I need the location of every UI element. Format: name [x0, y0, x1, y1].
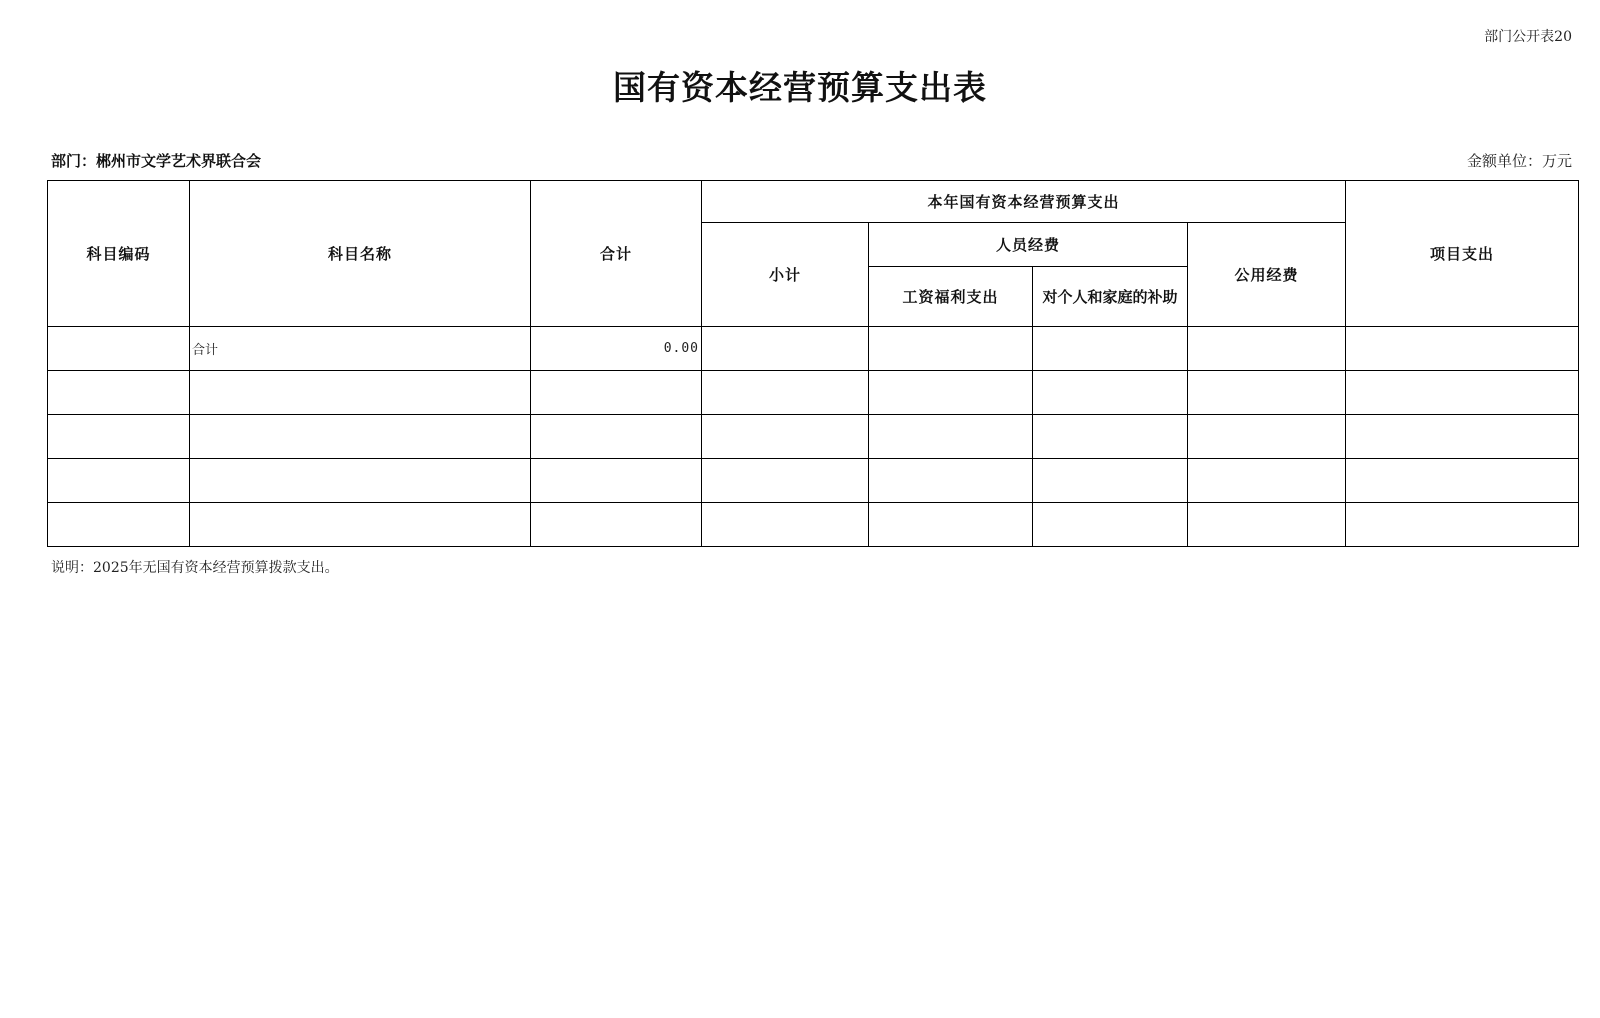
footnote: 说明：2025年无国有资本经营预算拨款支出。: [51, 560, 339, 576]
header-personnel-group: 人员经费: [869, 223, 1188, 267]
page-title: 国有资本经营预算支出表: [613, 68, 987, 107]
cell-project-expense: [1346, 371, 1579, 415]
cell-total: [531, 415, 702, 459]
cell-salary-welfare: [869, 503, 1033, 547]
cell-individual-family-subsidy: [1033, 327, 1188, 371]
cell-salary-welfare: [869, 371, 1033, 415]
header-row-1: [48, 181, 1579, 223]
header-project-expense: 项目支出: [1346, 181, 1579, 327]
cell-total: [531, 371, 702, 415]
table-row: [48, 327, 1579, 371]
cell-name: [190, 459, 531, 503]
cell-code: [48, 503, 190, 547]
cell-public-funds: [1188, 415, 1346, 459]
header-name: 科目名称: [190, 181, 531, 327]
table-row: [48, 503, 1579, 547]
table-row: [48, 415, 1579, 459]
cell-total: [531, 503, 702, 547]
cell-subtotal: [702, 415, 869, 459]
cell-total: 0.00: [531, 327, 702, 371]
cell-project-expense: [1346, 415, 1579, 459]
cell-public-funds: [1188, 371, 1346, 415]
cell-public-funds: [1188, 503, 1346, 547]
cell-salary-welfare: [869, 415, 1033, 459]
cell-subtotal: [702, 371, 869, 415]
header-individual-family-subsidy: 对个人和家庭的补助: [1033, 267, 1188, 327]
cell-subtotal: [702, 459, 869, 503]
cell-code: [48, 371, 190, 415]
header-salary-welfare: 工资福利支出: [869, 267, 1033, 327]
table-row: [48, 459, 1579, 503]
header-code: 科目编码: [48, 181, 190, 327]
budget-table: [47, 180, 1579, 547]
header-total: 合计: [531, 181, 702, 327]
cell-code: [48, 415, 190, 459]
cell-name: [190, 503, 531, 547]
cell-project-expense: [1346, 327, 1579, 371]
cell-individual-family-subsidy: [1033, 459, 1188, 503]
cell-code: [48, 459, 190, 503]
department-label: 部门：郴州市文学艺术界联合会: [51, 152, 262, 170]
cell-salary-welfare: [869, 459, 1033, 503]
cell-subtotal: [702, 503, 869, 547]
cell-individual-family-subsidy: [1033, 371, 1188, 415]
cell-subtotal: [702, 327, 869, 371]
cell-individual-family-subsidy: [1033, 503, 1188, 547]
cell-project-expense: [1346, 503, 1579, 547]
header-public-funds: 公用经费: [1188, 223, 1346, 327]
cell-code: [48, 327, 190, 371]
cell-name: [190, 371, 531, 415]
header-subtotal: 小计: [702, 223, 869, 327]
header-current-year-group: 本年国有资本经营预算支出: [702, 181, 1346, 223]
table-row: [48, 371, 1579, 415]
cell-name: [190, 415, 531, 459]
form-number-label: 部门公开表20: [1484, 29, 1572, 45]
cell-project-expense: [1346, 459, 1579, 503]
cell-public-funds: [1188, 327, 1346, 371]
cell-individual-family-subsidy: [1033, 415, 1188, 459]
cell-public-funds: [1188, 459, 1346, 503]
amount-unit-label: 金额单位：万元: [1466, 152, 1572, 170]
cell-name: 合计: [190, 327, 531, 371]
cell-salary-welfare: [869, 327, 1033, 371]
cell-total: [531, 459, 702, 503]
